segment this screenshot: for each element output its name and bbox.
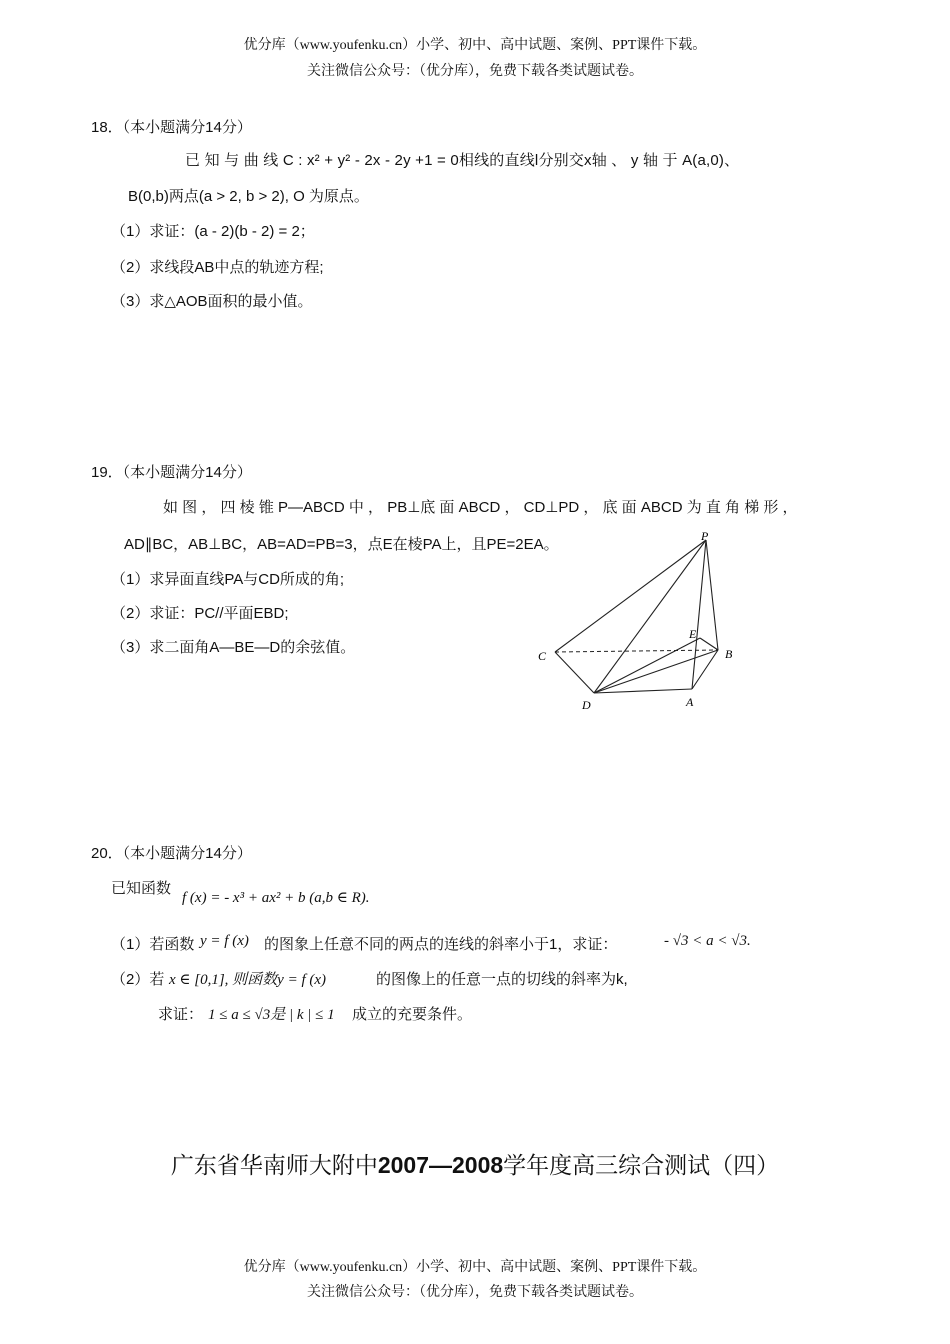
q20-part-1-label: （1）若函数 <box>111 936 195 953</box>
pyramid-figure <box>530 528 750 716</box>
q20-part-1-text: 的图象上任意不同的两点的连线的斜率小于1，求证： <box>264 936 618 953</box>
q18-number: 18．（本小题满分14分） <box>91 119 252 136</box>
q19-number: 19．（本小题满分14分） <box>91 464 252 481</box>
header-line-1: 优分库（www.youfenku.cn）小学、初中、高中试题、案例、PPT课件下载。 <box>243 38 707 53</box>
q19-part-1: （1）求异面直线PA与CD所成的角; <box>111 571 345 588</box>
label-a: A <box>686 695 694 709</box>
edge-pd <box>594 540 706 693</box>
title-post: 学年度高三综合测试（四） <box>503 1152 780 1178</box>
q20-number: 20．（本小题满分14分） <box>91 845 252 862</box>
edge-eb <box>700 638 718 650</box>
q18-part-2: （2）求线段AB中点的轨迹方程; <box>111 259 324 276</box>
label-e: E <box>689 627 697 641</box>
q18-stem-line-2: B(0,b)两点(a > 2, b > 2), O 为原点。 <box>128 188 369 205</box>
label-d: D <box>582 698 591 712</box>
edge-db <box>594 650 718 693</box>
label-c: C <box>538 649 547 663</box>
q18-part-3: （3）求△AOB面积的最小值。 <box>111 293 313 310</box>
section-title <box>0 1147 950 1180</box>
label-b: B <box>725 647 733 661</box>
q19-stem-line-2: AD∥BC，AB⊥BC，AB=AD=PB=3，点E在棱PA上，且PE=2EA。 <box>124 536 559 553</box>
q20-part-1-expr: y = f (x) <box>200 933 249 949</box>
q20-intro: 已知函数 <box>111 880 172 897</box>
edge-pb <box>706 540 718 650</box>
q20-part-2-expr: x ∈ [0,1], 则函数y = f (x) <box>169 972 327 988</box>
q20-part-3-expr: 1 ≤ a ≤ √3是 | k | ≤ 1 <box>208 1007 335 1023</box>
q20-part-2-label: （2）若 <box>111 971 165 988</box>
q19-part-2: （2）求证：PC//平面EBD; <box>111 605 289 622</box>
label-p: P <box>701 529 709 543</box>
q20-part-1-result: - √3 < a < √3. <box>664 933 751 949</box>
edge-da <box>594 689 692 693</box>
edge-pc <box>555 540 706 652</box>
edge-cd <box>555 652 594 693</box>
footer-line-1: 优分库（www.youfenku.cn）小学、初中、高中试题、案例、PPT课件下载。 <box>243 1260 707 1275</box>
q19-stem-line-1: 如 图 ， 四 棱 锥 P—ABCD 中 ， PB⊥底 面 ABCD ， CD⊥PD ， 底 面 ABCD 为 直 角 梯 形 ， <box>163 499 798 516</box>
q18-part-1: （1）求证：(a - 2)(b - 2) = 2； <box>111 223 315 240</box>
q19-part-3: （3）求二面角A—BE—D的余弦值。 <box>111 639 356 656</box>
title-years: 2007—2008 <box>377 1152 504 1178</box>
q20-part-3-label: 求证： <box>158 1006 204 1023</box>
q20-part-3-text: 成立的充要条件。 <box>352 1006 473 1023</box>
edge-de <box>594 638 700 693</box>
footer-line-2: 关注微信公众号：（优分库），免费下载各类试题试卷。 <box>307 1285 643 1300</box>
edge-ab <box>692 650 718 689</box>
q18-stem-line-1: 已 知 与 曲 线 C : x² + y² - 2x - 2y +1 = 0相线的直线l分别交x轴 、 y 轴 于 A(a,0)、 <box>185 152 740 169</box>
edge-cb-dashed <box>555 650 718 652</box>
q20-part-2-text: 的图像上的任意一点的切线的斜率为k, <box>376 971 628 988</box>
q20-function: f (x) = - x³ + ax² + b (a,b ∈ R). <box>182 890 370 906</box>
header-line-2: 关注微信公众号：（优分库），免费下载各类试题试卷。 <box>307 64 643 79</box>
title-pre: 广东省华南师大附中 <box>170 1152 378 1178</box>
edge-pa <box>692 540 706 689</box>
